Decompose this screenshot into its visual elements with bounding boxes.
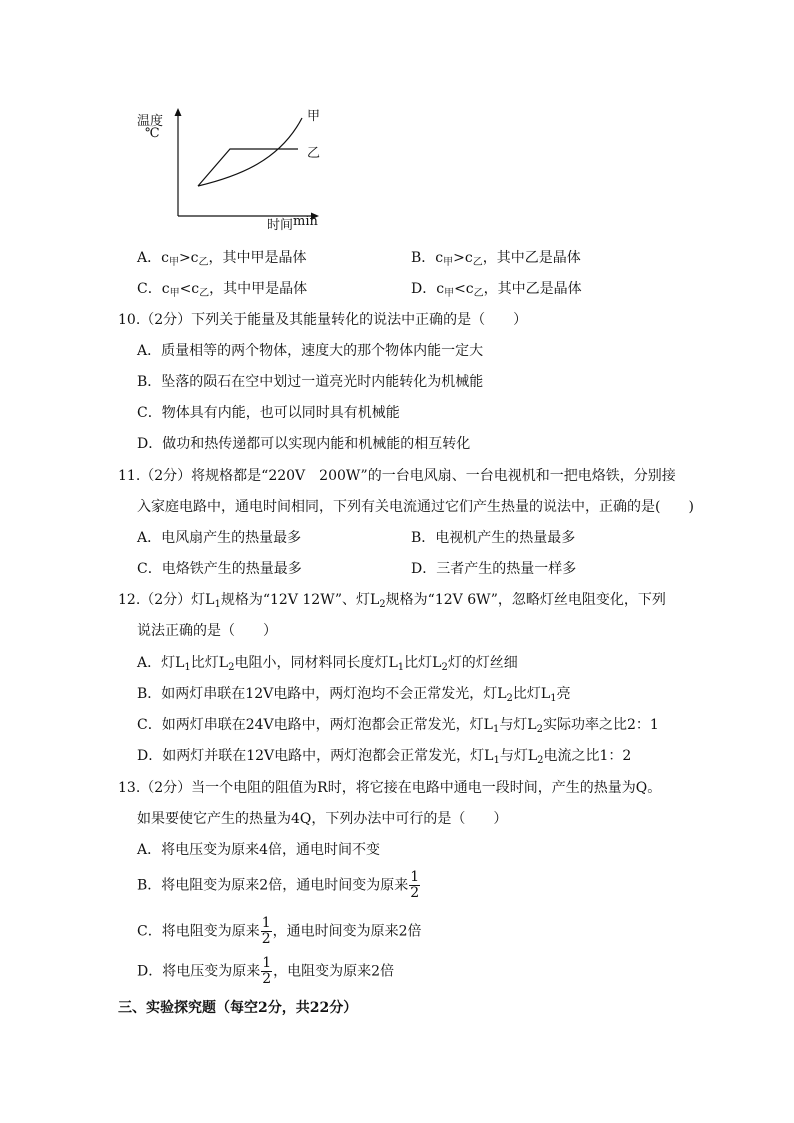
q13-stem-line-1: 13.（2分）当一个电阻的阻值为R时，将它接在电路中通电一段时间，产生的热量为Q。 xyxy=(118,780,662,796)
fraction-one-half: $\frac{1}{2}$ xyxy=(410,869,420,901)
q11-option-c[interactable]: C．电烙铁产生的热量最多 xyxy=(137,561,302,577)
x-axis-label: 时间 xyxy=(267,218,294,233)
q9-option-b[interactable]: B．$c_甲>c_乙$，其中乙是晶体 xyxy=(411,250,581,268)
q12-option-c[interactable]: C．如两灯串联在24V电路中，两灯泡都会正常发光，灯$L_1$与灯$L_2$实际功率之比2：1 xyxy=(137,717,659,735)
fraction-one-half: $\frac{1}{2}$ xyxy=(262,955,272,987)
q13-option-c[interactable]: C．将电阻变为原来 $\frac{1}{2}$ ，通电时间变为原来2倍 xyxy=(137,915,422,947)
q12-stem-line-2: 说法正确的是（ ） xyxy=(137,623,277,639)
curve-label-jia: 甲 xyxy=(307,109,321,124)
q11-stem-line-2: 入家庭电路中，通电时间相同，下列有关电流通过它们产生热量的说法中，正确的是( ) xyxy=(137,499,694,515)
q9-option-a[interactable]: A．$c_甲>c_乙$，其中甲是晶体 xyxy=(137,250,307,268)
temperature-time-graph xyxy=(130,100,330,232)
q13-option-b[interactable]: B．将电阻变为原来2倍，通电时间变为原来 $\frac{1}{2}$ xyxy=(137,869,420,901)
curve-label-yi: 乙 xyxy=(307,146,321,161)
q11-stem-line-1: 11.（2分）将规格都是“220V 200W”的一台电风扇、一台电视机和一把电烙铁，分别接 xyxy=(118,468,676,484)
q10-stem: 10.（2分）下列关于能量及其能量转化的说法中正确的是（ ） xyxy=(118,312,528,328)
section-3-heading: 三、实验探究题（每空2分，共22分） xyxy=(118,1000,358,1016)
q9-option-c[interactable]: C．$c_甲<c_乙$，其中甲是晶体 xyxy=(137,281,308,299)
q13-option-d[interactable]: D．将电压变为原来 $\frac{1}{2}$ ，电阻变为原来2倍 xyxy=(137,955,395,987)
q13-option-a[interactable]: A．将电压变为原来4倍，通电时间不变 xyxy=(137,842,381,858)
q10-option-a[interactable]: A．质量相等的两个物体，速度大的那个物体内能一定大 xyxy=(137,343,484,359)
y-axis-unit: ℃ xyxy=(145,126,160,141)
q12-option-a[interactable]: A．灯$L_1$比灯$L_2$电阻小，同材料同长度灯$L_1$比灯$L_2$灯的灯丝细 xyxy=(137,655,518,673)
curve-yi xyxy=(198,149,298,186)
curve-jia xyxy=(198,118,302,186)
y-axis-label: 温度 xyxy=(137,114,164,129)
q11-option-a[interactable]: A．电风扇产生的热量最多 xyxy=(137,530,302,546)
q10-option-d[interactable]: D．做功和热传递都可以实现内能和机械能的相互转化 xyxy=(137,436,471,452)
q12-option-d[interactable]: D．如两灯并联在12V电路中，两灯泡都会正常发光，灯$L_1$与灯$L_2$电流之比1：2 xyxy=(137,748,632,766)
q9-option-d[interactable]: D．$c_甲<c_乙$，其中乙是晶体 xyxy=(411,281,582,299)
q12-stem-line-1: 12.（2分）灯$L_1$规格为“12V 12W”、灯$L_2$规格为“12V 6W”，忽略灯丝电阻变化，下列 xyxy=(118,592,666,610)
q10-option-b[interactable]: B．坠落的陨石在空中划过一道亮光时内能转化为机械能 xyxy=(137,374,484,390)
q12-option-b[interactable]: B．如两灯串联在12V电路中，两灯泡均不会正常发光，灯$L_2$比灯$L_1$亮 xyxy=(137,686,571,704)
q10-option-c[interactable]: C．物体具有内能，也可以同时具有机械能 xyxy=(137,405,400,421)
q13-stem-line-2: 如果要使它产生的热量为4Q，下列办法中可行的是（ ） xyxy=(137,811,508,827)
fraction-one-half: $\frac{1}{2}$ xyxy=(261,915,271,947)
q11-option-b[interactable]: B．电视机产生的热量最多 xyxy=(411,530,576,546)
x-axis-unit: min xyxy=(293,214,318,229)
q11-option-d[interactable]: D．三者产生的热量一样多 xyxy=(411,561,577,577)
